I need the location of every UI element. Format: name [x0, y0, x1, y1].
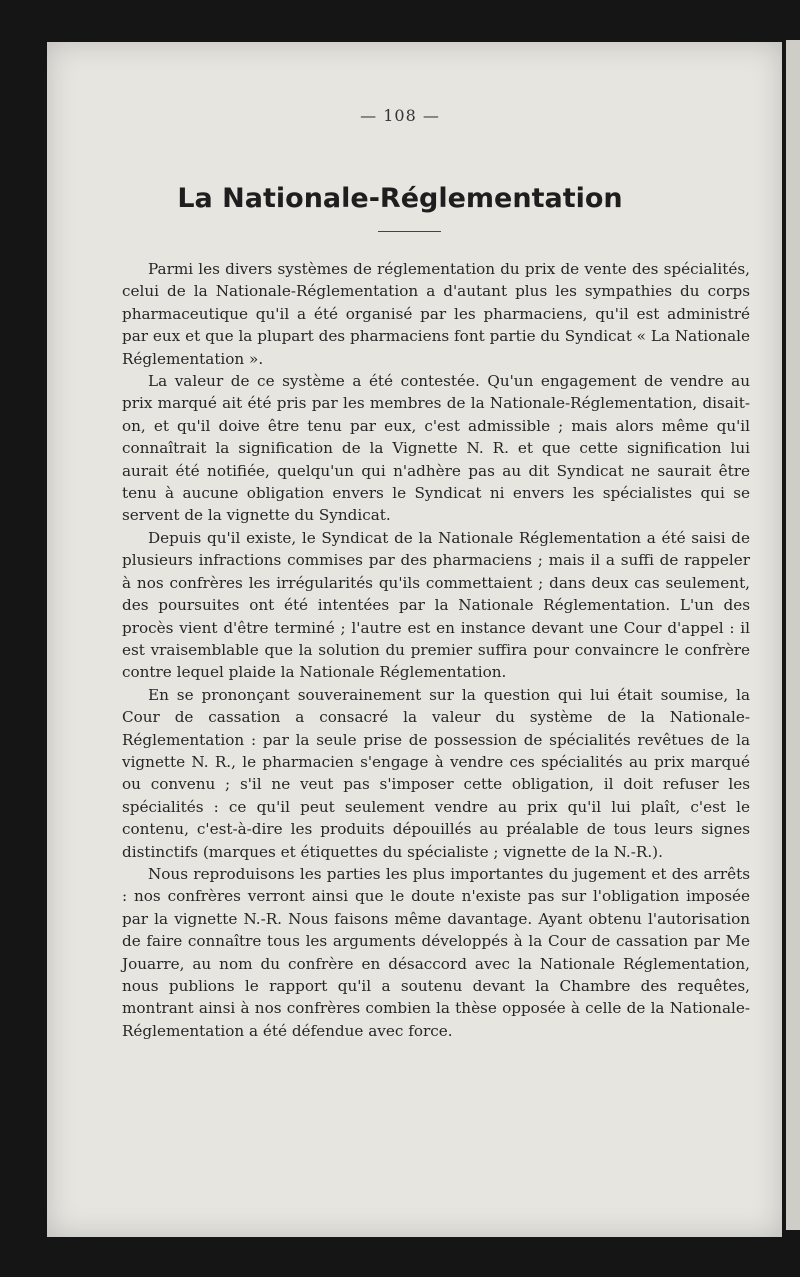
paragraph-3: Depuis qu'il existe, le Syndicat de la Nationale Réglementation a été saisi de plusieurs infractions commises par des pharmaciens ; mais il a suffi de rappeler à nos confrères les irrégularités qu'ils commettaient ; dans deux cas seulement, des poursuites ont été intentées par la Nationale Réglementation. L'un des procès vient d'être terminé ; l'autre est en instance devant une Cour d'appel : il est vraisemblable que la solution du premier suffira pour convaincre le confrère contre lequel plaide la Nationale Réglementation.	[122, 528, 750, 682]
page-number: — 108 —	[360, 106, 440, 125]
paragraph-4: En se prononçant souverainement sur la question qui lui était soumise, la Cour de cassation a consacré la valeur du système de la Nationale-Réglementation : par la seule prise de possession de spécialités revêtues de la vignette N. R., le pharmacien s'engage à vendre ces spécialités au prix marqué ou convenu ; s'il ne veut pas s'imposer cette obligation, il doit refuser les spécialités : ce qu'il peut seulement vendre au prix qu'il lui plaît, c'est le contenu, c'est-à-dire les produits dépouillés au préalable de tous leurs signes distinctifs (marques et étiquettes du spécialiste ; vignette de la N.-R.).	[122, 685, 750, 861]
page-title: La Nationale-Réglementation	[177, 183, 623, 214]
adjacent-page-edge	[786, 40, 800, 1230]
paragraph-2: La valeur de ce système a été contestée. Qu'un engagement de vendre au prix marqué ait été pris par les membres de la Nationale-Réglementation, disait-on, et qu'il doive être tenu par eux, c'est admissible ; mais alors même qu'il connaîtrait la signification de la Vignette N. R. et que cette signification lui aurait été notifiée, quelqu'un qui n'adhère pas au dit Syndicat ne saurait être tenu à aucune obligation envers le Syndicat ni envers les spécialistes qui se servent de la vignette du Syndicat.	[122, 372, 750, 525]
paragraph-5: Nous reproduisons les parties les plus importantes du jugement et des arrêts : nos confrères verront ainsi que le doute n'existe pas sur l'obligation imposée par la vignette N.-R. Nous faisons même davantage. Ayant obtenu l'autorisation de faire connaître tous les arguments développés à la Cour de cassation par Me Jouarre, au nom du confrère en désaccord avec la Nationale Réglementation, nous publions le rapport qu'il a soutenu devant la Chambre des requêtes, montrant ainsi à nos confrères combien la thèse opposée à celle de la Nationale-Réglementation a été défendue avec force.	[122, 864, 750, 1040]
paragraph-1: Parmi les divers systèmes de réglementation du prix de vente des spécialités, celui de la Nationale-Réglementation a d'autant plus les sympathies du corps pharmaceutique qu'il a été organisé par les pharmaciens, qu'il est administré par eux et que la plupart des pharmaciens font partie du Syndicat « La Nationale Réglementation ».	[122, 260, 750, 368]
title-divider	[378, 231, 441, 232]
body-text	[122, 258, 750, 1042]
